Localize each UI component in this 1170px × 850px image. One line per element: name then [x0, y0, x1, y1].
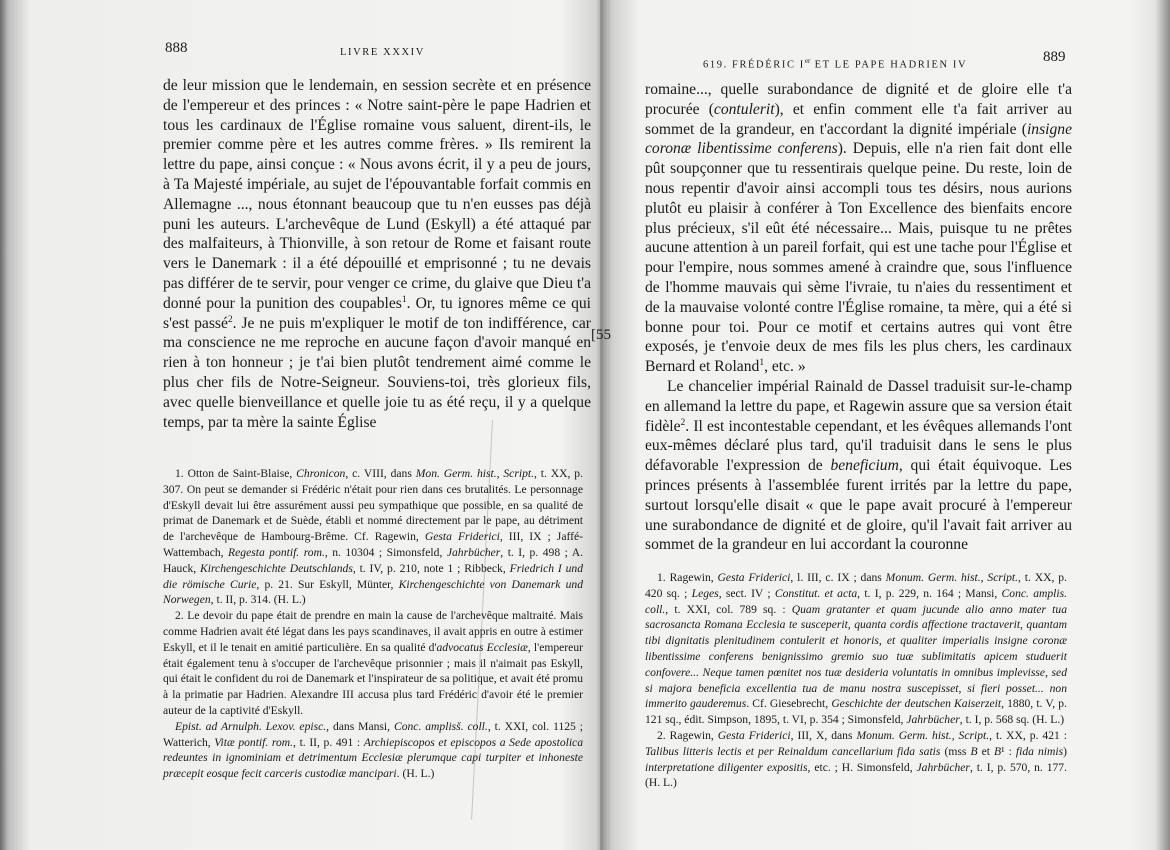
footnote-ref-1-right: 1	[759, 357, 765, 368]
left-footnotes	[163, 466, 583, 782]
margin-page-ref: [55	[591, 327, 611, 343]
running-head-left: LIVRE XXXIV	[340, 47, 425, 58]
right-main-text	[645, 80, 1072, 555]
left-text-part-a: de leur mission que le lendemain, en session secrète et en présence de l'empereur et des princes : « Notre saint-père le pape Hadrien et tous les cardinaux de l'Église romaine vous saluent, dirent-ils, le premier comme père et les autres comme frères. » Ils remirent la lettre du pape, ainsi conçue : « Nous avons écrit, il y a peu de jours, à Ta Majesté impériale, au sujet de l'épouvantable forfait commis en Allemagne ..., nous étonnant beaucoup que tu n'en eusses pas déjà puni les auteurs. L'archevêque de Lund (Eskyll) a été attaqué par des malfaiteurs, à Thionville, à son retour de Rome et faisant route vers le Danemark : il a été dépouillé et emprisonné ; tu ne devais pas différer de te servir, pour venger ce crime, du glaive que Dieu t'a donné pour la punition des coupables	[163, 77, 591, 312]
footnote-2-left-continued: Epist. ad Arnulph. Lexov. episc., dans Mansi, Conc. amplisš. coll., t. XXI, col. 1125 ; Watterich, Vitæ pontif. rom., t. II, p. 491 : Archiepiscopos et episcopos a Sede apostolica redeuntes in ignominiam et detrimentum Ecclesiæ plerumque capi turpiter et inhoneste præcepit eosque fecit carceris custodiæ mancipari. (H. L.)	[163, 719, 583, 781]
right-paragraph-2: Le chancelier impérial Rainald de Dassel traduisit sur-le-champ en allemand la lettre du pape, et Ragewin assure que sa version était fidèle$^2$. Il est incontestable cependant, et les évêques allemands l'ont eux-mêmes déclaré plus tard, qu'il traduisit dans le sens le plus défavorable l'expression de beneficium, qui était équivoque. Les princes présents à l'assemblée furent irrités par la lettre du pape, surtout lorsqu'elle disait « que le pape avait procuré à l'empereur une surabondance de dignité et de gloire, qu'il l'avait fait arriver au sommet de la grandeur en lui accordant la couronne	[645, 377, 1072, 554]
footnote-1-right: 1. Ragewin, Gesta Friderici, l. III, c. IX ; dans Monum. Germ. hist., Script., t. XX, p. 420 sq. ; Leges, sect. IV ; Constitut. et acta, t. I, p. 229, n. 164 ; Mansi, Conc. amplis. coll., t. XXI, col. 789 sq. : Quam gratanter et quam jucunde alio anno mater tua sacrosancta Romana Ecclesia te susceperit, quanta cordis affectione tractaverit, quantam tibi dignitatis plenitudinem contulerit et honoris, et qualiter imperialis insigne coronæ libentissime conferens benignissimo gremio suo tuæ sublimitatis apicem studuerit confovere... Neque tamen pœnitet nos tuæ desideria voluntatis in omnibus implevisse, sed si majora beneficia excellentia tua de manu nostra suscepisset, si fieri posset... non immerito gauderemus. Cf. Giesebrecht, Geschichte der deutschen Kaiserzeit, 1880, t. V, p. 121 sq., édit. Simpson, 1895, t. VI, p. 354 ; Simonsfeld, Jahrbücher, t. I, p. 568 sq. (H. L.)	[645, 571, 1068, 727]
footnote-ref-1: 1	[401, 294, 407, 305]
page-number-right: 889	[1043, 49, 1066, 65]
footnote-ref-2: 2	[227, 314, 233, 325]
right-footnotes	[645, 570, 1067, 791]
footnote-ref-2-right: 2	[680, 417, 686, 428]
book-spine	[600, 0, 603, 850]
page-number-left: 888	[165, 40, 188, 56]
footnote-2-left: 2. Le devoir du pape était de prendre en main la cause de l'archevêque maltraité. Mais comme Hadrien avait été légat dans les pays scandinaves, il avait appris en outre à estimer Eskyll, et il le tenait en amitié particulière. En sa qualité d'advocatus Ecclesiæ, l'empereur était également tenu à s'occuper de l'archevêque prisonnier ; mais il n'aimait pas Eskyll, qui était le confident du roi de Danemark et l'inspirateur de sa politique, et avait été promu à la primatie par Hadrien. Alexandre III accusa plus tard Frédéric d'avoir été le premier auteur de la captivité d'Eskyll.	[163, 609, 583, 717]
left-text-part-b: . Or, tu ignores même ce qui s'est passé	[163, 294, 592, 332]
footnote-1-left: 1. Otton de Saint-Blaise, Chronicon, c. VIII, dans Mon. Germ. hist., Script., t. XX, p. 307. On peut se demander si Frédéric n'était pour rien dans ces brutalités. Le personnage d'Eskyll devait lui être assurément aussi peu sympathique que possible, en sa qualité de primat de Danemark et de Suède, établi et nommé directement par le pape, au détriment de l'archevêque de Hambourg-Brême. Cf. Ragewin, Gesta Friderici, III, IX ; Jaffé-Wattembach, Regesta pontif. rom., n. 10304 ; Simonsfeld, Jahrbücher, t. I, p. 498 ; A. Hauck, Kirchengeschichte Deutschlands, t. IV, p. 210, note 1 ; Ribbeck, Friedrich I und die römische Curie, p. 21. Sur Eskyll, Münter, Kirchengeschichte von Danemark und Norwegen, t. II, p. 314. (H. L.)	[163, 467, 583, 607]
footnote-2-right: 2. Ragewin, Gesta Friderici, III, X, dans Monum. Germ. hist., Script., t. XX, p. 421 : Talibus litteris lectis et per Reinaldum cancellarium fida satis (mss B et B¹ : fida nimis) interpretatione diligenter expositis, etc. ; H. Simonsfeld, Jahrbücher, t. I, p. 570, n. 177. (H. L.)	[645, 728, 1068, 790]
running-head-right: 619. FRÉDÉRIC Ier ET LE PAPE HADRIEN IV	[703, 57, 968, 71]
left-text-part-c: . Je ne puis m'expliquer le motif de ton indifférence, car ma conscience ne me reproche en aucune façon d'avoir manqué en rien à ton honneur ; je t'ai bien plutôt tendrement aimé comme le plus cher fils de Notre-Seigneur. Souviens-toi, très glorieux fils, avec quelle bienveillance et quelle joie tu as été reçu, il y a quelque temps, par ta mère la sainte Église	[163, 314, 591, 431]
left-main-text	[163, 76, 591, 432]
right-paragraph-1: romaine..., quelle surabondance de dignité et de gloire elle t'a procurée (contulerit), et enfin comment elle t'a fait arriver au sommet de la grandeur, en t'accordant la dignité impériale (insigne coronæ libentissime conferens). Depuis, elle n'a rien fait dont elle pût soupçonner que tu ressentirais quelque peine. Du reste, loin de nous repentir d'avoir ainsi accompli tous tes désirs, nous aurions plutôt eu plaisir à conférer à Ton Excellence des bienfaits encore plus précieux, s'il eût été nécessaire... Mais, puisque tu ne prêtes aucune attention à un pareil forfait, qui est une tache pour l'Église et pour l'empire, nous sommes amené à craindre que, sous l'influence de l'homme mauvais qui sème l'ivraie, tu n'aies du ressentiment et de la mauvaise volonté contre l'Église romaine, ta mère, qui a été si bonne pour toi. Pour ce motif et certains autres qui vont être exposés, je t'envoie deux de mes fils les plus chers, les cardinaux Bernard et Roland$^1$, etc. »	[645, 81, 1073, 376]
